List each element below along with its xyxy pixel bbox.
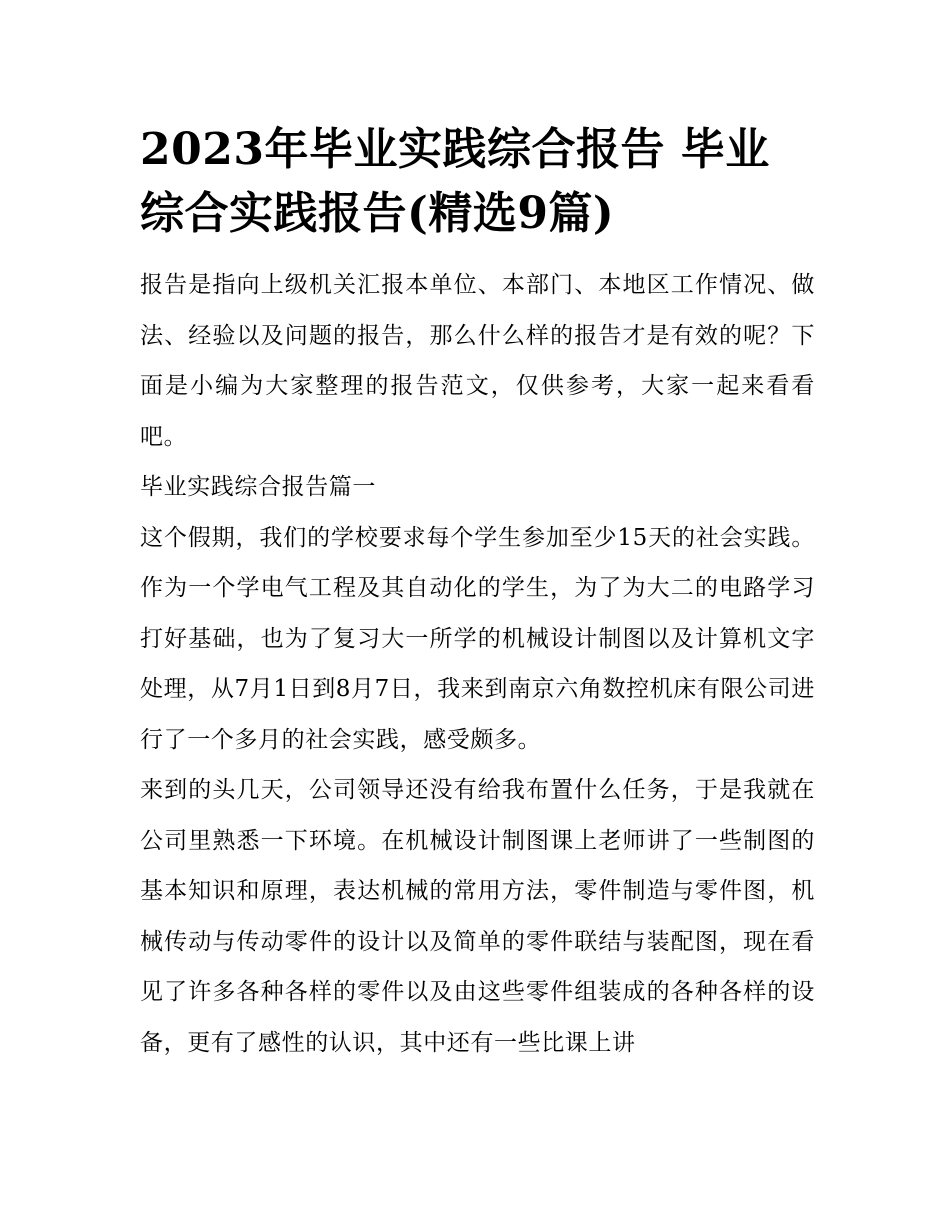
document-page bbox=[140, 118, 815, 1068]
body-paragraph: 来到的头几天，公司领导还没有给我布置什么任务，于是我就在公司里熟悉一下环境。在机械设计制图课上老师讲了一些制图的基本知识和原理，表达机械的常用方法，零件制造与零件图，机械传动与传动零件的设计以及简单的零件联结与装配图，现在看见了许多各种各样的零件以及由这些零件组装成的各种各样的设备，更有了感性的认识，其中还有一些比课上讲 bbox=[140, 777, 815, 1056]
intro-paragraph: 报告是指向上级机关汇报本单位、本部门、本地区工作情况、做法、经验以及问题的报告，那么什么样的报告才是有效的呢？下面是小编为大家整理的报告范文，仅供参考，大家一起来看看吧。 bbox=[140, 272, 815, 450]
body-paragraph: 这个假期，我们的学校要求每个学生参加至少15天的社会实践。作为一个学电气工程及其自动化的学生，为了为大二的电路学习打好基础，也为了复习大一所学的机械设计制图以及计算机文字处理，从7月1日到8月7日，我来到南京六角数控机床有限公司进行了一个多月的社会实践，感受颇多。 bbox=[140, 524, 815, 753]
section-heading: 毕业实践综合报告篇一 bbox=[140, 474, 376, 500]
document-title: 2023年毕业实践综合报告 毕业综合实践报告(精选9篇) bbox=[140, 124, 770, 239]
